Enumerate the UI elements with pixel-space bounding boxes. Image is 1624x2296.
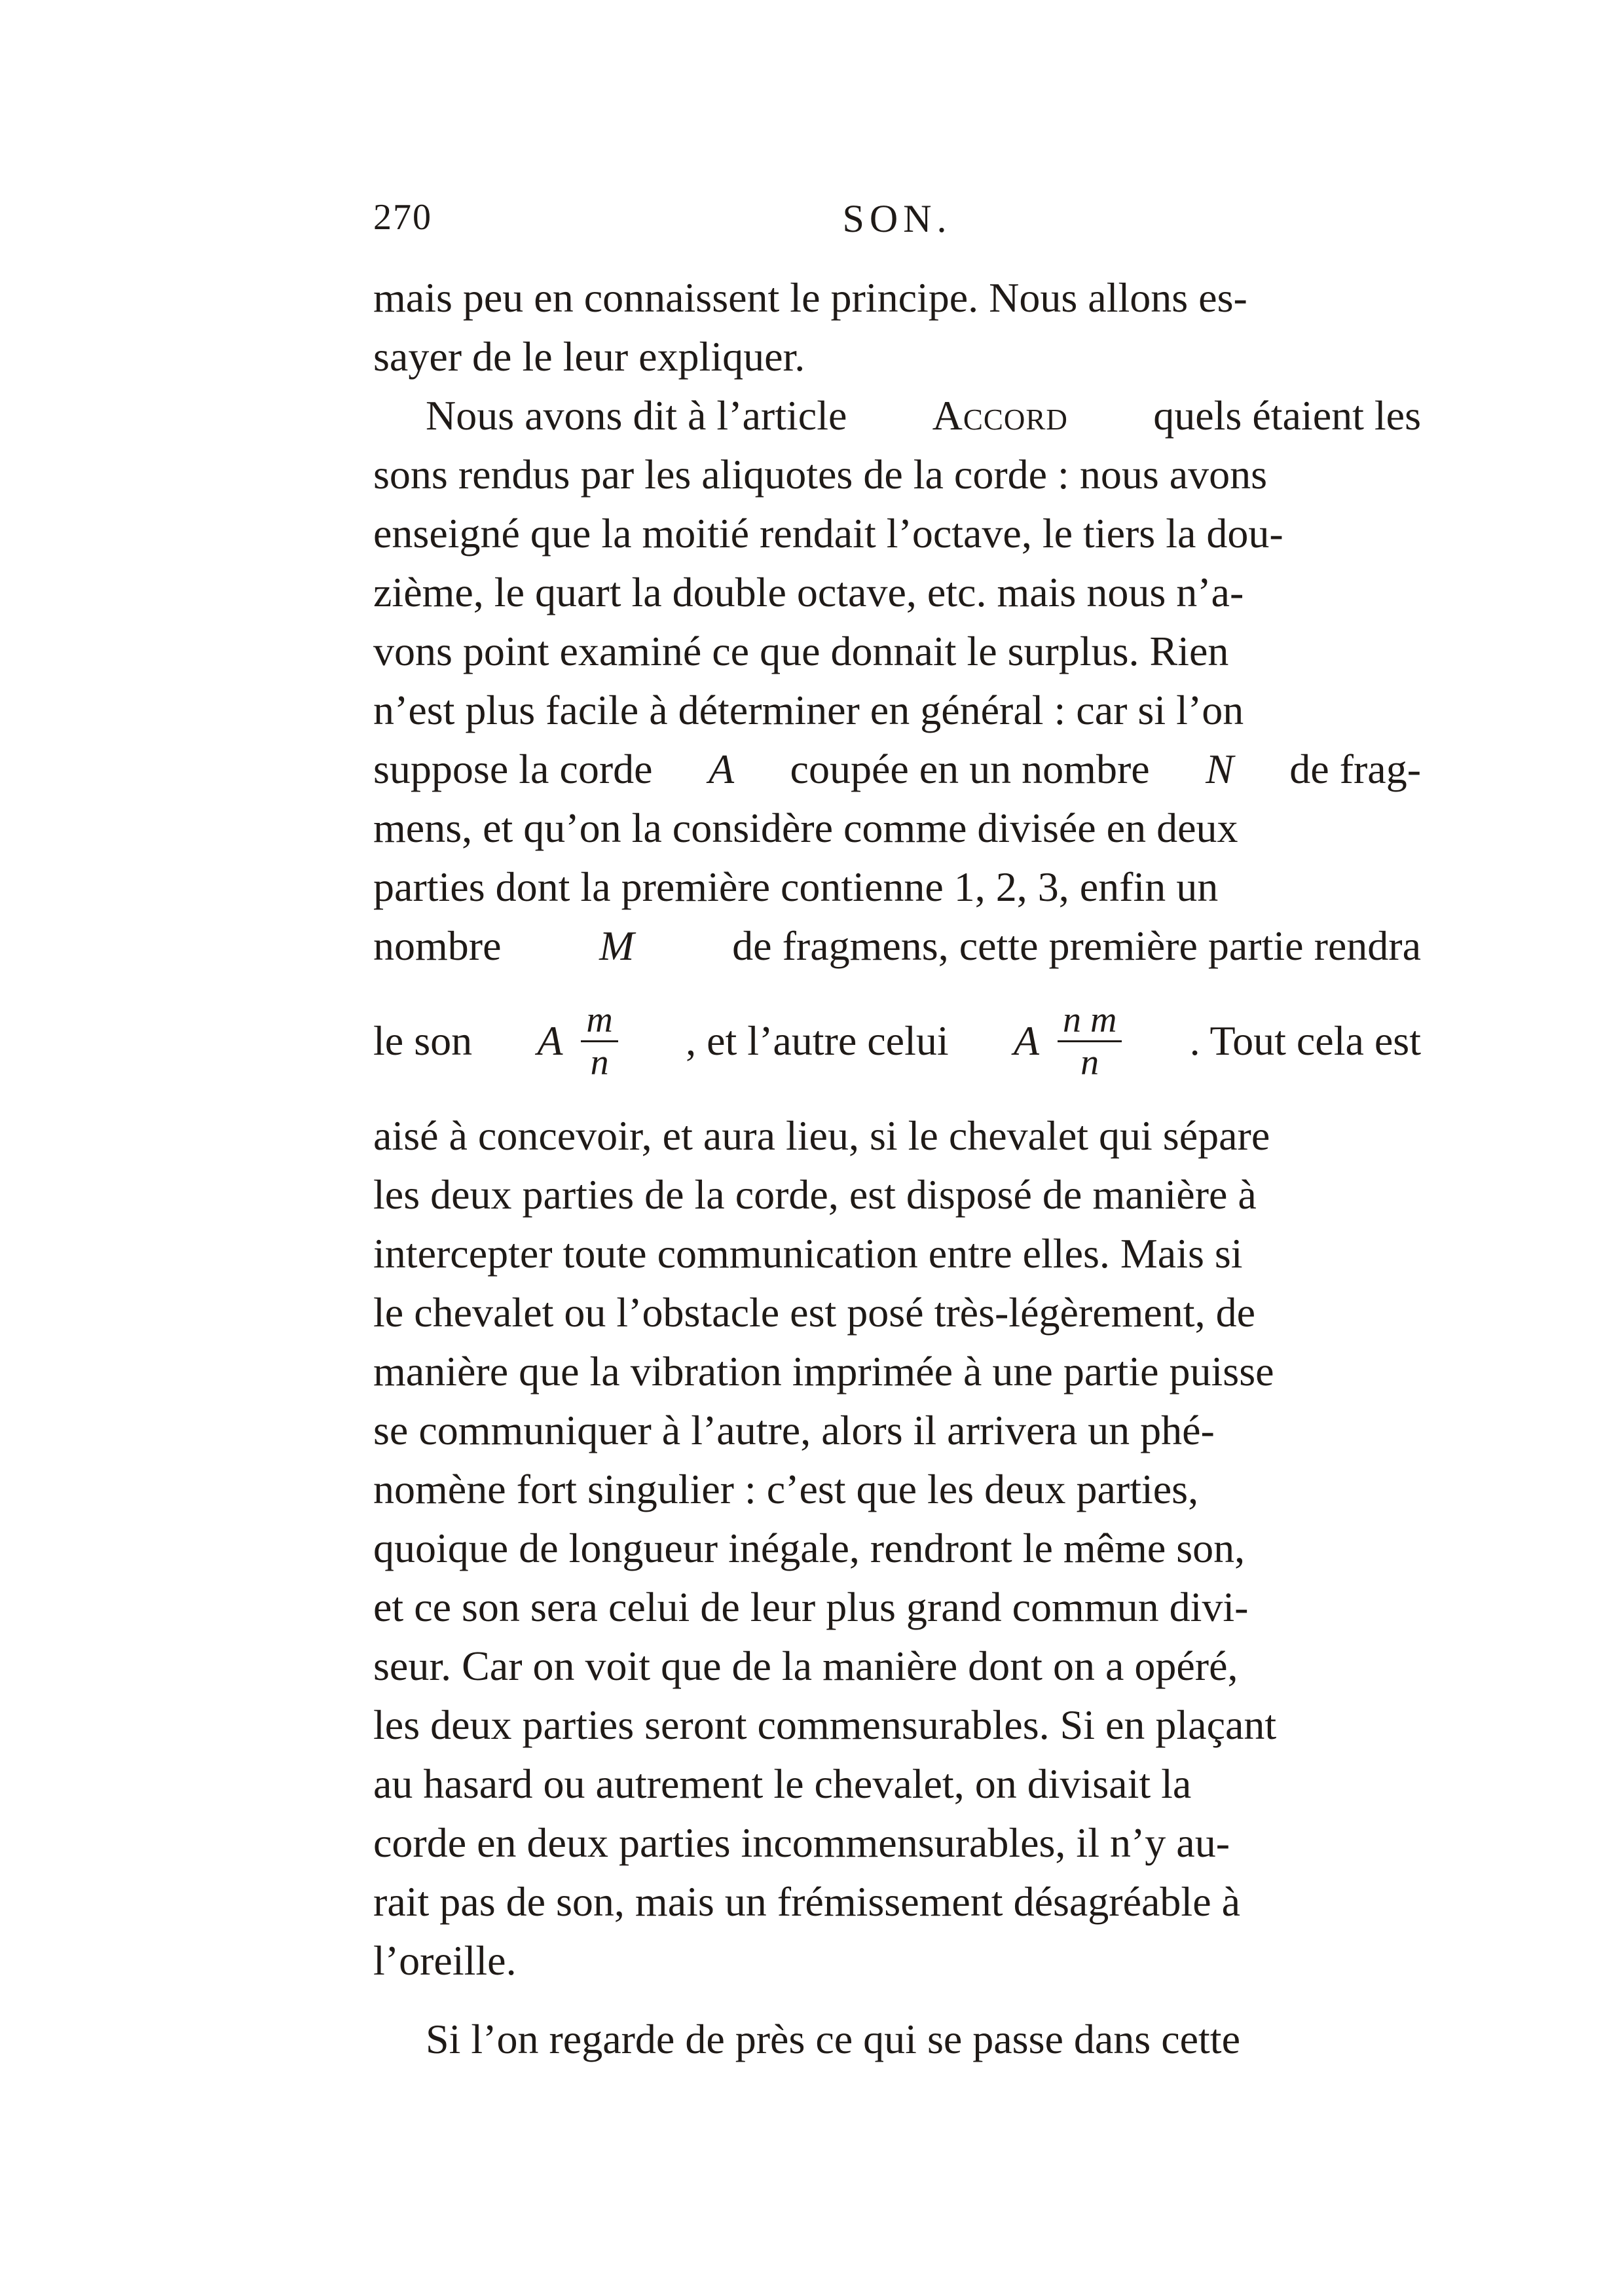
text-line: nomène fort singulier : c’est que les deux parties, <box>373 1466 1199 1512</box>
text-fragment: quels étaient les <box>1153 392 1421 439</box>
body-text <box>373 268 1421 2069</box>
variable-a: A <box>1013 1017 1039 1064</box>
text-fragment: suppose la corde <box>373 746 653 792</box>
variable-m: M <box>599 922 635 969</box>
page-header <box>373 196 1421 249</box>
text-fragment: nombre <box>373 922 502 969</box>
text-line: parties dont la première contienne 1, 2, 3, enfin un <box>373 864 1219 910</box>
text-line: n’est plus facile à déterminer en général : car si l’on <box>373 687 1244 733</box>
text-line: quoique de longueur inégale, rendront le même son, <box>373 1525 1246 1571</box>
text-line-with-variables <box>373 917 1421 975</box>
formula-term-1 <box>537 1000 621 1083</box>
text-line: aisé à concevoir, et aura lieu, si le chevalet qui sépare <box>373 1112 1270 1159</box>
text-line: mais peu en connaissent le principe. Nous allons es- <box>373 274 1247 321</box>
variable-n: N <box>1206 746 1234 792</box>
fraction-numerator: m <box>586 999 613 1040</box>
paragraph-start-line <box>373 386 1421 445</box>
fraction-nm-over-n <box>1058 1000 1122 1083</box>
text-line: le chevalet ou l’obstacle est posé très-légèrement, de <box>373 1289 1255 1336</box>
text-line: enseigné que la moitié rendait l’octave, le tiers la dou- <box>373 510 1283 556</box>
text-fragment: Nous avons dit à l’article <box>426 392 847 439</box>
text-line: l’oreille. <box>373 1937 517 1984</box>
text-line: et ce son sera celui de leur plus grand commun divi- <box>373 1584 1249 1630</box>
text-line: sons rendus par les aliquotes de la corde : nous avons <box>373 451 1268 498</box>
paragraph-start-line: Si l’on regarde de près ce qui se passe dans cette <box>426 2016 1240 2062</box>
text-fragment: , et l’autre celui <box>686 1017 949 1064</box>
variable-a: A <box>708 746 735 792</box>
text-line: les deux parties de la corde, est disposé de manière à <box>373 1171 1257 1218</box>
fraction-numerator: n m <box>1062 999 1117 1040</box>
text-line: mens, et qu’on la considère comme divisée en deux <box>373 805 1238 851</box>
text-line: sayer de le leur expliquer. <box>373 333 805 380</box>
text-fragment: de frag- <box>1289 746 1421 792</box>
text-line: rait pas de son, mais un frémissement désagréable à <box>373 1878 1240 1925</box>
text-fragment: de fragmens, cette première partie rendra <box>732 922 1421 969</box>
fraction-denominator: n <box>590 1042 609 1083</box>
text-line-with-variables <box>373 740 1421 799</box>
text-fragment: coupée en un nombre <box>790 746 1150 792</box>
text-line: au hasard ou autrement le chevalet, on divisait la <box>373 1760 1192 1807</box>
formula-term-2 <box>1014 1000 1125 1083</box>
text-line: manière que la vibration imprimée à une partie puisse <box>373 1348 1274 1394</box>
text-line: corde en deux parties incommensurables, il n’y au- <box>373 1819 1230 1866</box>
text-line: les deux parties seront commensurables. Si en plaçant <box>373 1702 1277 1748</box>
text-line: seur. Car on voit que de la manière dont on a opéré, <box>373 1643 1238 1689</box>
text-line: intercepter toute communication entre elles. Mais si <box>373 1230 1243 1277</box>
text-fragment: le son <box>373 1017 473 1064</box>
small-caps-term: Accord <box>932 392 1068 439</box>
text-line: zième, le quart la double octave, etc. mais nous n’a- <box>373 569 1244 615</box>
text-line: se communiquer à l’autre, alors il arrivera un phé- <box>373 1407 1215 1453</box>
fraction-denominator: n <box>1080 1042 1099 1083</box>
text-line: vons point examiné ce que donnait le surplus. Rien <box>373 628 1229 674</box>
running-title: SON. <box>842 197 952 240</box>
variable-a: A <box>537 1017 563 1064</box>
formula-line <box>373 975 1421 1106</box>
fraction-m-over-n <box>581 1000 618 1083</box>
page-number: 270 <box>373 197 432 238</box>
text-fragment: . Tout cela est <box>1189 1017 1421 1064</box>
